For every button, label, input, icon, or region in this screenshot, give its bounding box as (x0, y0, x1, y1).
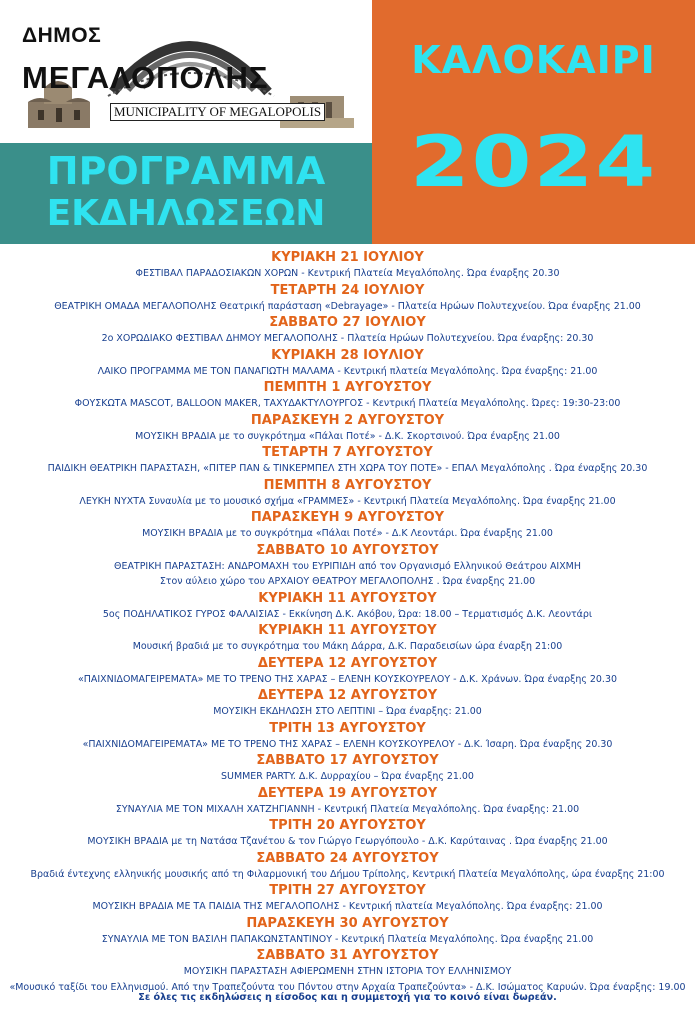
footer-note: Σε όλες τις εκδηλώσεις η είσοδος και η συμμετοχή για το κοινό είναι δωρεάν. (138, 992, 557, 1003)
event-date: ΤΕΤΑΡΤΗ 7 ΑΥΓΟΥΣΤΟΥ (262, 445, 433, 460)
event-description: ΛΕΥΚΗ ΝΥΧΤΑ Συναυλία με το μουσικό σχήμα «ΓΡΑΜΜΕΣ» - Κεντρική Πλατεία Μεγαλόπολης. Ώρα έναρξης 21.00 (79, 495, 616, 507)
event-description: ΣΥΝΑΥΛΙΑ ΜΕ ΤΟΝ ΒΑΣΙΛΗ ΠΑΠΑΚΩΝΣΤΑΝΤΙΝΟΥ - Κεντρική Πλατεία Μεγαλόπολης. Ώρα έναρξης 21.00 (101, 933, 594, 945)
event-date: ΚΥΡΙΑΚΗ 21 ΙΟΥΛΙΟΥ (271, 250, 424, 265)
event-description: «ΠΑΙΧΝΙΔΟΜΑΓΕΙΡΕΜΑΤΑ» ΜΕ ΤΟ ΤΡΕΝΟ ΤΗΣ ΧΑΡΑΣ – ΕΛΕΝΗ ΚΟΥΣΚΟΥΡΕΛΟΥ - Δ.Κ. Ίσαρη. Ώρα έναρξης 20.30 (82, 738, 613, 750)
event-item (0, 915, 695, 948)
event-description: ΣΥΝΑΥΛΙΑ ΜΕ ΤΟΝ ΜΙΧΑΛΗ ΧΑΤΖΗΓΙΑΝΝΗ - Κεντρική Πλατεία Μεγαλόπολης. Ώρα έναρξης: 21.00 (115, 803, 580, 815)
event-date: ΔΕΥΤΕΡΑ 19 ΑΥΓΟΥΣΤΟΥ (257, 785, 438, 801)
event-item (0, 379, 695, 412)
event-item (0, 655, 695, 688)
event-date: ΣΑΒΒΑΤΟ 10 ΑΥΓΟΥΣΤΟΥ (256, 542, 439, 558)
event-item (0, 314, 695, 347)
event-date: ΤΡΙΤΗ 13 ΑΥΓΟΥΣΤΟΥ (269, 720, 426, 736)
event-description: ΘΕΑΤΡΙΚΗ ΠΑΡΑΣΤΑΣΗ: ΑΝΔΡΟΜΑΧΗ του ΕΥΡΙΠΙΔΗ από τον Οργανισμό Ελληνικού Θεάτρου ΑΙΧΜΗ (114, 560, 581, 572)
event-item (0, 785, 695, 818)
event-date: ΠΑΡΑΣΚΕΥΗ 30 ΑΥΓΟΥΣΤΟΥ (246, 915, 449, 931)
event-date: ΔΕΥΤΕΡΑ 12 ΑΥΓΟΥΣΤΟΥ (257, 655, 438, 671)
program-title-line1: ΠΡΟΓΡΑΜΜΑ (46, 149, 326, 193)
event-item (0, 282, 695, 315)
event-item (0, 509, 695, 542)
program-title-line2: ΕΚΔΗΛΩΣΕΩΝ (46, 193, 326, 234)
event-description: ΜΟΥΣΙΚΗ ΒΡΑΔΙΑ με το συγκρότημα «Πάλαι Ποτέ» - Δ.Κ Λεοντάρι. Ώρα έναρξης 21.00 (142, 528, 553, 539)
event-date: ΣΑΒΒΑΤΟ 27 ΙΟΥΛΙΟΥ (269, 315, 426, 330)
event-item (0, 477, 695, 510)
event-date: ΚΥΡΙΑΚΗ 11 ΑΥΓΟΥΣΤΟΥ (258, 590, 437, 606)
event-description: «Μουσικό ταξίδι του Ελληνισμού. Από την Τραπεζούντα του Πόντου στην Αρχαία Τραπεζούντα» - Δ.Κ. Ισώματος Καρυών. Ώρα έναρξης: 19.00 (9, 981, 686, 993)
event-list (0, 249, 695, 995)
event-description: ΜΟΥΣΙΚΗ ΕΚΔΗΛΩΣΗ ΣΤΟ ΛΕΠΤΙΝΙ – Ώρα έναρξης: 21.00 (213, 706, 482, 717)
event-item (0, 590, 695, 623)
event-description: SUMMER PARTY. Δ.Κ. Δυρραχίου – Ώρα έναρξης 21.00 (221, 771, 474, 782)
event-date: ΤΡΙΤΗ 27 ΑΥΓΟΥΣΤΟΥ (269, 883, 426, 898)
event-date: ΠΕΜΠΤΗ 8 ΑΥΓΟΥΣΤΟΥ (263, 477, 432, 493)
municipality-logo (0, 0, 372, 143)
event-item (0, 444, 695, 477)
event-date: ΣΑΒΒΑΤΟ 24 ΑΥΓΟΥΣΤΟΥ (256, 850, 439, 866)
event-item (0, 687, 695, 720)
event-description: ΛΑΙΚΟ ΠΡΟΓΡΑΜΜΑ ΜΕ ΤΟΝ ΠΑΝΑΓΙΩΤΗ ΜΑΛΑΜΑ - Κεντρική πλατεία Μεγαλόπολης. Ώρα έναρξης: 21.00 (97, 365, 598, 377)
event-description: ΜΟΥΣΙΚΗ ΠΑΡΑΣΤΑΣΗ ΑΦΙΕΡΩΜΕΝΗ ΣΤΗΝ ΙΣΤΟΡΙΑ ΤΟΥ ΕΛΛΗΝΙΣΜΟΥ (183, 966, 512, 977)
event-description: 5ος ΠΟΔΗΛΑΤΙΚΟΣ ΓΥΡΟΣ ΦΑΛΑΙΣΙΑΣ - Εκκίνηση Δ.Κ. Ακόβου, Ώρα: 18.00 – Τερματισμός Δ.Κ. Λεοντάρι (102, 608, 593, 620)
municipality-label: MUNICIPALITY OF MEGALOPOLIS (110, 103, 325, 121)
event-date: ΔΕΥΤΕΡΑ 12 ΑΥΓΟΥΣΤΟΥ (257, 688, 438, 703)
event-date: ΠΑΡΑΣΚΕΥΗ 2 ΑΥΓΟΥΣΤΟΥ (250, 412, 445, 428)
event-item (0, 347, 695, 380)
event-item (0, 947, 695, 995)
event-date: ΣΑΒΒΑΤΟ 17 ΑΥΓΟΥΣΤΟΥ (256, 753, 439, 768)
event-description: ΜΟΥΣΙΚΗ ΒΡΑΔΙΑ με το συγκρότημα «Πάλαι Ποτέ» - Δ.Κ. Σκορτσινού. Ώρα έναρξης 21.00 (135, 430, 560, 442)
event-description: ΠΑΙΔΙΚΗ ΘΕΑΤΡΙΚΗ ΠΑΡΑΣΤΑΣΗ, «ΠΙΤΕΡ ΠΑΝ & ΤΙΝΚΕΡΜΠΕΛ ΣΤΗ ΧΩΡΑ ΤΟΥ ΠΟΤΕ» - ΕΠΑΛ Μεγαλόπολης . Ώρα έναρξης 20.30 (47, 463, 648, 474)
event-date: ΤΕΤΑΡΤΗ 24 ΙΟΥΛΙΟΥ (270, 282, 425, 298)
event-item (0, 542, 695, 590)
event-date: ΤΡΙΤΗ 20 ΑΥΓΟΥΣΤΟΥ (269, 818, 426, 833)
event-item (0, 720, 695, 753)
event-description: ΦΕΣΤΙΒΑΛ ΠΑΡΑΔΟΣΙΑΚΩΝ ΧΟΡΩΝ - Κεντρική Πλατεία Μεγαλόπολης. Ώρα έναρξης 20.30 (135, 268, 560, 279)
event-description: ΘΕΑΤΡΙΚΗ ΟΜΑΔΑ ΜΕΓΑΛΟΠΟΛΗΣ Θεατρική παράσταση «Debrayage» - Πλατεία Ηρώων Πολυτεχνείου. Ώρα έναρξης 21.00 (54, 300, 641, 312)
event-description: Μουσική βραδιά με το συγκρότημα του Μάκη Δάρρα, Δ.Κ. Παραδεισίων ώρα έναρξη 21:00 (132, 641, 563, 652)
event-item (0, 817, 695, 850)
event-description: 2ο ΧΟΡΩΔΙΑΚΟ ΦΕΣΤΙΒΑΛ ΔΗΜΟΥ ΜΕΓΑΛΟΠΟΛΗΣ - Πλατεία Ηρώων Πολυτεχνείου. Ώρα έναρξης: 20.30 (101, 333, 594, 344)
event-date: ΠΑΡΑΣΚΕΥΗ 9 ΑΥΓΟΥΣΤΟΥ (250, 510, 445, 525)
event-description: ΦΟΥΣΚΩΤΑ MASCOT, BALLOON MAKER, ΤΑΧΥΔΑΚΤΥΛΟΥΡΓΟΣ - Κεντρική Πλατεία Μεγαλόπολης. Ώρες: 19:30-23:00 (74, 398, 621, 409)
event-item (0, 882, 695, 915)
event-date: ΚΥΡΙΑΚΗ 11 ΑΥΓΟΥΣΤΟΥ (258, 623, 437, 638)
dimos-label: ΔΗΜΟΣ (22, 24, 102, 47)
event-description: Στον αύλειο χώρο του ΑΡΧΑΙΟΥ ΘΕΑΤΡΟΥ ΜΕΓΑΛΟΠΟΛΗΣ . Ώρα έναρξης 21.00 (159, 576, 536, 587)
event-description: ΜΟΥΣΙΚΗ ΒΡΑΔΙΑ με τη Νατάσα Τζανέτου & τον Γιώργο Γεωργόπουλο - Δ.Κ. Καρύταινας . Ώρα έναρξης 21.00 (87, 836, 608, 847)
event-item (0, 249, 695, 282)
event-date: ΠΕΜΠΤΗ 1 ΑΥΓΟΥΣΤΟΥ (263, 380, 432, 395)
season-year: 2024 (409, 121, 658, 203)
event-item (0, 622, 695, 655)
event-date: ΚΥΡΙΑΚΗ 28 ΙΟΥΛΙΟΥ (271, 347, 424, 363)
event-date: ΣΑΒΒΑΤΟ 31 ΑΥΓΟΥΣΤΟΥ (256, 948, 439, 963)
megalopolis-label: ΜΕΓΑΛΟΠΟΛΗΣ (22, 60, 269, 95)
event-description: ΜΟΥΣΙΚΗ ΒΡΑΔΙΑ ΜΕ ΤΑ ΠΑΙΔΙΑ ΤΗΣ ΜΕΓΑΛΟΠΟΛΗΣ - Κεντρική πλατεία Μεγαλόπολης. Ώρα έναρξης: 21.00 (92, 901, 603, 912)
event-item (0, 412, 695, 445)
season-panel (372, 0, 695, 244)
event-item (0, 752, 695, 785)
event-description: «ΠΑΙΧΝΙΔΟΜΑΓΕΙΡΕΜΑΤΑ» ΜΕ ΤΟ ΤΡΕΝΟ ΤΗΣ ΧΑΡΑΣ – ΕΛΕΝΗ ΚΟΥΣΚΟΥΡΕΛΟΥ - Δ.Κ. Χράνων. Ώρα έναρξης 20.30 (78, 673, 617, 685)
event-item (0, 850, 695, 883)
event-description: Βραδιά έντεχνης ελληνικής μουσικής από τη Φιλαρμονική του Δήμου Τρίπολης, Κεντρική Πλατεία Μεγαλόπολης, ώρα έναρξης 21:00 (30, 868, 665, 880)
season-title: ΚΑΛΟΚΑΙΡΙ (411, 38, 656, 82)
program-title-panel (0, 143, 372, 244)
